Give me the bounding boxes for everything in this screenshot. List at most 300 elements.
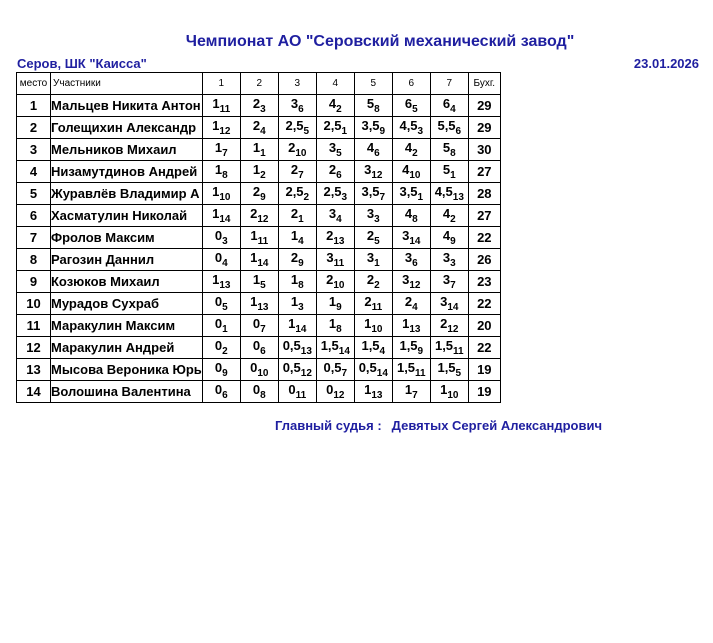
buchholz-cell: 29 — [468, 95, 500, 117]
score-points: 1,5 — [396, 360, 416, 375]
score-points: 4,5 — [399, 118, 418, 133]
round-result-cell — [316, 337, 354, 359]
participant-name: Козюков Михаил — [51, 271, 203, 293]
score-points: 1 — [250, 294, 258, 309]
round-result-cell — [316, 381, 354, 403]
page-title: Чемпионат АО "Серовский механический завод" — [185, 33, 575, 50]
score-points: 6 — [404, 96, 413, 111]
opponent-number: 4 — [379, 346, 386, 357]
score-points: 1 — [252, 272, 261, 287]
opponent-number: 11 — [219, 104, 231, 115]
opponent-number: 9 — [260, 192, 266, 203]
opponent-number: 13 — [219, 280, 231, 291]
opponent-number: 1 — [260, 148, 266, 159]
place-cell: 7 — [17, 227, 51, 249]
round-result-cell — [240, 95, 278, 117]
round-result-cell — [354, 227, 392, 249]
participant-name: Мельников Михаил — [51, 139, 203, 161]
col-header-round-3: 3 — [278, 73, 316, 95]
opponent-number: 2 — [450, 214, 456, 225]
buchholz-cell: 22 — [468, 293, 500, 315]
opponent-number: 11 — [333, 258, 345, 269]
opponent-number: 14 — [295, 324, 307, 335]
opponent-number: 3 — [417, 126, 424, 137]
participant-name: Маракулин Максим — [51, 315, 203, 337]
opponent-number: 11 — [295, 390, 307, 401]
opponent-number: 5 — [374, 236, 380, 247]
round-result-cell — [316, 293, 354, 315]
score-points: 4,5 — [434, 184, 453, 199]
round-result-cell — [316, 249, 354, 271]
score-points: 4 — [404, 140, 413, 155]
opponent-number: 14 — [257, 258, 269, 269]
opponent-number: 8 — [412, 214, 418, 225]
score-points: 1 — [402, 316, 410, 331]
opponent-number: 6 — [298, 104, 304, 115]
round-result-cell — [316, 161, 354, 183]
score-points: 2 — [252, 184, 261, 199]
score-points: 1 — [328, 294, 337, 309]
score-points: 3 — [442, 250, 451, 265]
place-cell: 6 — [17, 205, 51, 227]
table-row — [17, 359, 501, 381]
score-points: 0 — [326, 382, 334, 397]
round-result-cell — [240, 227, 278, 249]
col-header-round-5: 5 — [354, 73, 392, 95]
opponent-number: 9 — [222, 368, 228, 379]
round-result-cell — [316, 183, 354, 205]
opponent-number: 13 — [333, 236, 345, 247]
score-points: 1 — [212, 118, 220, 133]
table-row — [17, 227, 501, 249]
opponent-number: 2 — [374, 280, 380, 291]
opponent-number: 8 — [374, 104, 380, 115]
round-result-cell — [278, 95, 316, 117]
score-points: 2 — [252, 96, 261, 111]
opponent-number: 8 — [336, 324, 342, 335]
score-points: 2 — [366, 228, 375, 243]
round-result-cell — [202, 117, 240, 139]
opponent-number: 1 — [298, 214, 304, 225]
round-result-cell — [392, 271, 430, 293]
place-cell: 14 — [17, 381, 51, 403]
round-result-cell — [430, 293, 468, 315]
participant-name: Журавлёв Владимир А — [51, 183, 203, 205]
score-points: 5,5 — [437, 118, 456, 133]
score-points: 4 — [442, 228, 451, 243]
opponent-number: 4 — [450, 104, 456, 115]
opponent-number: 10 — [409, 170, 421, 181]
score-points: 3 — [366, 250, 375, 265]
round-result-cell — [240, 205, 278, 227]
opponent-number: 3 — [341, 192, 348, 203]
round-result-cell — [202, 315, 240, 337]
round-result-cell — [430, 161, 468, 183]
score-points: 0,5 — [282, 360, 301, 375]
round-result-cell — [278, 205, 316, 227]
score-points: 3 — [366, 206, 375, 221]
table-row — [17, 95, 501, 117]
opponent-number: 2 — [412, 148, 418, 159]
table-row — [17, 381, 501, 403]
score-points: 0 — [252, 316, 261, 331]
round-result-cell — [354, 381, 392, 403]
round-result-cell — [354, 293, 392, 315]
opponent-number: 7 — [222, 148, 228, 159]
buchholz-cell: 19 — [468, 359, 500, 381]
score-points: 5 — [366, 96, 375, 111]
opponent-number: 1 — [222, 324, 228, 335]
round-result-cell — [202, 293, 240, 315]
opponent-number: 3 — [298, 302, 304, 313]
round-result-cell — [278, 249, 316, 271]
round-result-cell — [430, 227, 468, 249]
score-points: 0,5 — [358, 360, 377, 375]
score-points: 3 — [402, 272, 410, 287]
crosstable — [16, 72, 501, 403]
score-points: 1 — [252, 140, 261, 155]
opponent-number: 13 — [409, 324, 421, 335]
score-points: 4 — [442, 206, 451, 221]
round-result-cell — [278, 139, 316, 161]
round-result-cell — [202, 381, 240, 403]
round-result-cell — [240, 117, 278, 139]
table-row — [17, 293, 501, 315]
score-points: 1 — [364, 316, 372, 331]
round-result-cell — [278, 183, 316, 205]
score-points: 1,5 — [361, 338, 380, 353]
round-result-cell — [354, 161, 392, 183]
opponent-number: 9 — [379, 126, 386, 137]
score-points: 3 — [326, 250, 334, 265]
round-result-cell — [202, 249, 240, 271]
score-points: 2 — [288, 140, 296, 155]
round-result-cell — [392, 139, 430, 161]
score-points: 2 — [328, 162, 337, 177]
score-points: 1 — [290, 228, 299, 243]
col-header-round-2: 2 — [240, 73, 278, 95]
score-points: 1 — [404, 382, 413, 397]
buchholz-cell: 30 — [468, 139, 500, 161]
round-result-cell — [430, 95, 468, 117]
round-result-cell — [278, 271, 316, 293]
score-points: 3 — [442, 272, 451, 287]
opponent-number: 13 — [371, 390, 383, 401]
col-header-round-4: 4 — [316, 73, 354, 95]
score-points: 2 — [440, 316, 448, 331]
round-result-cell — [354, 359, 392, 381]
score-points: 1 — [212, 206, 220, 221]
opponent-number: 10 — [295, 148, 307, 159]
round-result-cell — [278, 161, 316, 183]
table-row — [17, 249, 501, 271]
score-points: 0 — [214, 338, 223, 353]
round-result-cell — [430, 205, 468, 227]
col-header-participants: Участники — [51, 73, 203, 95]
score-points: 3 — [328, 206, 337, 221]
opponent-number: 12 — [371, 170, 383, 181]
opponent-number: 11 — [453, 346, 464, 357]
opponent-number: 12 — [257, 214, 269, 225]
buchholz-cell: 22 — [468, 227, 500, 249]
score-points: 3 — [440, 294, 448, 309]
round-result-cell — [392, 249, 430, 271]
opponent-number: 9 — [450, 236, 456, 247]
place-cell: 2 — [17, 117, 51, 139]
score-points: 0,5 — [282, 338, 301, 353]
round-result-cell — [278, 227, 316, 249]
opponent-number: 5 — [260, 280, 266, 291]
round-result-cell — [354, 205, 392, 227]
score-points: 1 — [364, 382, 372, 397]
opponent-number: 11 — [415, 368, 426, 379]
score-points: 1 — [250, 250, 258, 265]
buchholz-cell: 20 — [468, 315, 500, 337]
opponent-number: 7 — [341, 368, 348, 379]
opponent-number: 5 — [412, 104, 418, 115]
round-result-cell — [202, 359, 240, 381]
score-points: 5 — [442, 162, 451, 177]
opponent-number: 8 — [222, 170, 228, 181]
score-points: 3,5 — [361, 118, 380, 133]
round-result-cell — [202, 95, 240, 117]
opponent-number: 12 — [409, 280, 421, 291]
tournament-date: 23.01.2026 — [633, 56, 699, 71]
opponent-number: 9 — [417, 346, 424, 357]
round-result-cell — [430, 381, 468, 403]
participant-name: Голещихин Александр — [51, 117, 203, 139]
place-cell: 11 — [17, 315, 51, 337]
score-points: 2 — [404, 294, 413, 309]
table-row — [17, 271, 501, 293]
score-points: 2 — [290, 250, 299, 265]
opponent-number: 7 — [412, 390, 418, 401]
score-points: 3 — [364, 162, 372, 177]
opponent-number: 11 — [371, 302, 383, 313]
round-result-cell — [392, 381, 430, 403]
opponent-number: 12 — [300, 368, 312, 379]
round-result-cell — [240, 293, 278, 315]
table-row — [17, 315, 501, 337]
col-header-round-6: 6 — [392, 73, 430, 95]
participant-name: Мурадов Сухраб — [51, 293, 203, 315]
opponent-number: 6 — [222, 390, 228, 401]
participant-name: Мысова Вероника Юрь — [51, 359, 203, 381]
opponent-number: 10 — [257, 368, 269, 379]
opponent-number: 4 — [260, 126, 266, 137]
participant-name: Фролов Максим — [51, 227, 203, 249]
round-result-cell — [202, 183, 240, 205]
round-result-cell — [354, 337, 392, 359]
opponent-number: 6 — [412, 258, 418, 269]
score-points: 1 — [290, 272, 299, 287]
round-result-cell — [202, 337, 240, 359]
place-cell: 1 — [17, 95, 51, 117]
round-result-cell — [202, 161, 240, 183]
round-result-cell — [392, 117, 430, 139]
judge-name: Девятых Сергей Александрович — [391, 418, 603, 433]
round-result-cell — [430, 315, 468, 337]
participant-name: Рагозин Даннил — [51, 249, 203, 271]
buchholz-cell: 23 — [468, 271, 500, 293]
opponent-number: 12 — [447, 324, 459, 335]
score-points: 3,5 — [399, 184, 418, 199]
opponent-number: 13 — [257, 302, 269, 313]
col-header-round-7: 7 — [430, 73, 468, 95]
place-cell: 5 — [17, 183, 51, 205]
opponent-number: 2 — [336, 104, 342, 115]
round-result-cell — [240, 271, 278, 293]
score-points: 2 — [290, 206, 299, 221]
score-points: 0 — [214, 228, 223, 243]
round-result-cell — [354, 117, 392, 139]
round-result-cell — [392, 227, 430, 249]
round-result-cell — [430, 139, 468, 161]
round-result-cell — [430, 271, 468, 293]
opponent-number: 8 — [298, 280, 304, 291]
participant-name: Волошина Валентина — [51, 381, 203, 403]
score-points: 3 — [404, 250, 413, 265]
round-result-cell — [316, 271, 354, 293]
round-result-cell — [202, 271, 240, 293]
score-points: 2 — [326, 228, 334, 243]
round-result-cell — [278, 293, 316, 315]
round-result-cell — [316, 205, 354, 227]
opponent-number: 6 — [374, 148, 380, 159]
score-points: 1 — [252, 162, 261, 177]
round-result-cell — [354, 183, 392, 205]
opponent-number: 1 — [341, 126, 348, 137]
round-result-cell — [240, 315, 278, 337]
score-points: 1,5 — [437, 360, 456, 375]
score-points: 1,5 — [399, 338, 418, 353]
round-result-cell — [430, 359, 468, 381]
round-result-cell — [354, 95, 392, 117]
judge-label: Главный судья : — [275, 418, 382, 433]
score-points: 4 — [366, 140, 375, 155]
score-points: 0 — [288, 382, 296, 397]
col-header-buchholz: Бухг. — [468, 73, 500, 95]
score-points: 1 — [288, 316, 296, 331]
opponent-number: 3 — [222, 236, 228, 247]
round-result-cell — [202, 227, 240, 249]
round-result-cell — [392, 205, 430, 227]
opponent-number: 10 — [333, 280, 345, 291]
buchholz-cell: 29 — [468, 117, 500, 139]
buchholz-cell: 22 — [468, 337, 500, 359]
opponent-number: 13 — [452, 192, 464, 203]
round-result-cell — [392, 337, 430, 359]
round-result-cell — [240, 337, 278, 359]
score-points: 2 — [252, 118, 261, 133]
score-points: 0 — [214, 316, 223, 331]
buchholz-cell: 27 — [468, 161, 500, 183]
place-cell: 8 — [17, 249, 51, 271]
participant-name: Мальцев Никита Антон — [51, 95, 203, 117]
opponent-number: 6 — [455, 126, 462, 137]
place-cell: 12 — [17, 337, 51, 359]
round-result-cell — [354, 271, 392, 293]
score-points: 0 — [252, 382, 261, 397]
opponent-number: 14 — [376, 368, 388, 379]
round-result-cell — [392, 161, 430, 183]
score-points: 0 — [214, 294, 223, 309]
club-location: Серов, ШК "Каисса" — [17, 56, 147, 71]
opponent-number: 10 — [219, 192, 231, 203]
round-result-cell — [354, 139, 392, 161]
opponent-number: 1 — [417, 192, 424, 203]
score-points: 1 — [328, 316, 337, 331]
buchholz-cell: 19 — [468, 381, 500, 403]
opponent-number: 12 — [219, 126, 231, 137]
score-points: 1,5 — [320, 338, 339, 353]
place-cell: 10 — [17, 293, 51, 315]
score-points: 3 — [402, 228, 410, 243]
participant-name: Маракулин Андрей — [51, 337, 203, 359]
opponent-number: 14 — [447, 302, 459, 313]
score-points: 2 — [290, 162, 299, 177]
score-points: 0 — [214, 360, 223, 375]
score-points: 0 — [214, 382, 223, 397]
round-result-cell — [278, 359, 316, 381]
round-result-cell — [392, 359, 430, 381]
opponent-number: 11 — [257, 236, 269, 247]
opponent-number: 2 — [222, 346, 228, 357]
opponent-number: 4 — [298, 236, 304, 247]
score-points: 1 — [250, 228, 258, 243]
round-result-cell — [316, 95, 354, 117]
opponent-number: 13 — [300, 346, 312, 357]
round-result-cell — [278, 337, 316, 359]
header-row — [17, 73, 501, 95]
table-row — [17, 337, 501, 359]
score-points: 1 — [214, 140, 223, 155]
round-result-cell — [240, 139, 278, 161]
round-result-cell — [316, 117, 354, 139]
score-points: 4 — [404, 206, 413, 221]
round-result-cell — [316, 227, 354, 249]
opponent-number: 10 — [371, 324, 383, 335]
round-result-cell — [392, 183, 430, 205]
opponent-number: 7 — [379, 192, 386, 203]
score-points: 0 — [214, 250, 223, 265]
score-points: 2,5 — [323, 118, 342, 133]
opponent-number: 1 — [450, 170, 456, 181]
round-result-cell — [240, 249, 278, 271]
round-result-cell — [202, 139, 240, 161]
round-result-cell — [430, 117, 468, 139]
score-points: 5 — [442, 140, 451, 155]
opponent-number: 6 — [260, 346, 266, 357]
chief-judge — [275, 418, 612, 433]
opponent-number: 8 — [260, 390, 266, 401]
place-cell: 3 — [17, 139, 51, 161]
score-points: 2 — [364, 294, 372, 309]
score-points: 1 — [290, 294, 299, 309]
table-row — [17, 205, 501, 227]
score-points: 1 — [212, 184, 220, 199]
round-result-cell — [240, 183, 278, 205]
opponent-number: 8 — [450, 148, 456, 159]
opponent-number: 9 — [336, 302, 342, 313]
buchholz-cell: 26 — [468, 249, 500, 271]
score-points: 2 — [250, 206, 258, 221]
opponent-number: 9 — [298, 258, 304, 269]
opponent-number: 7 — [450, 280, 456, 291]
opponent-number: 2 — [260, 170, 266, 181]
opponent-number: 14 — [219, 214, 231, 225]
round-result-cell — [240, 359, 278, 381]
